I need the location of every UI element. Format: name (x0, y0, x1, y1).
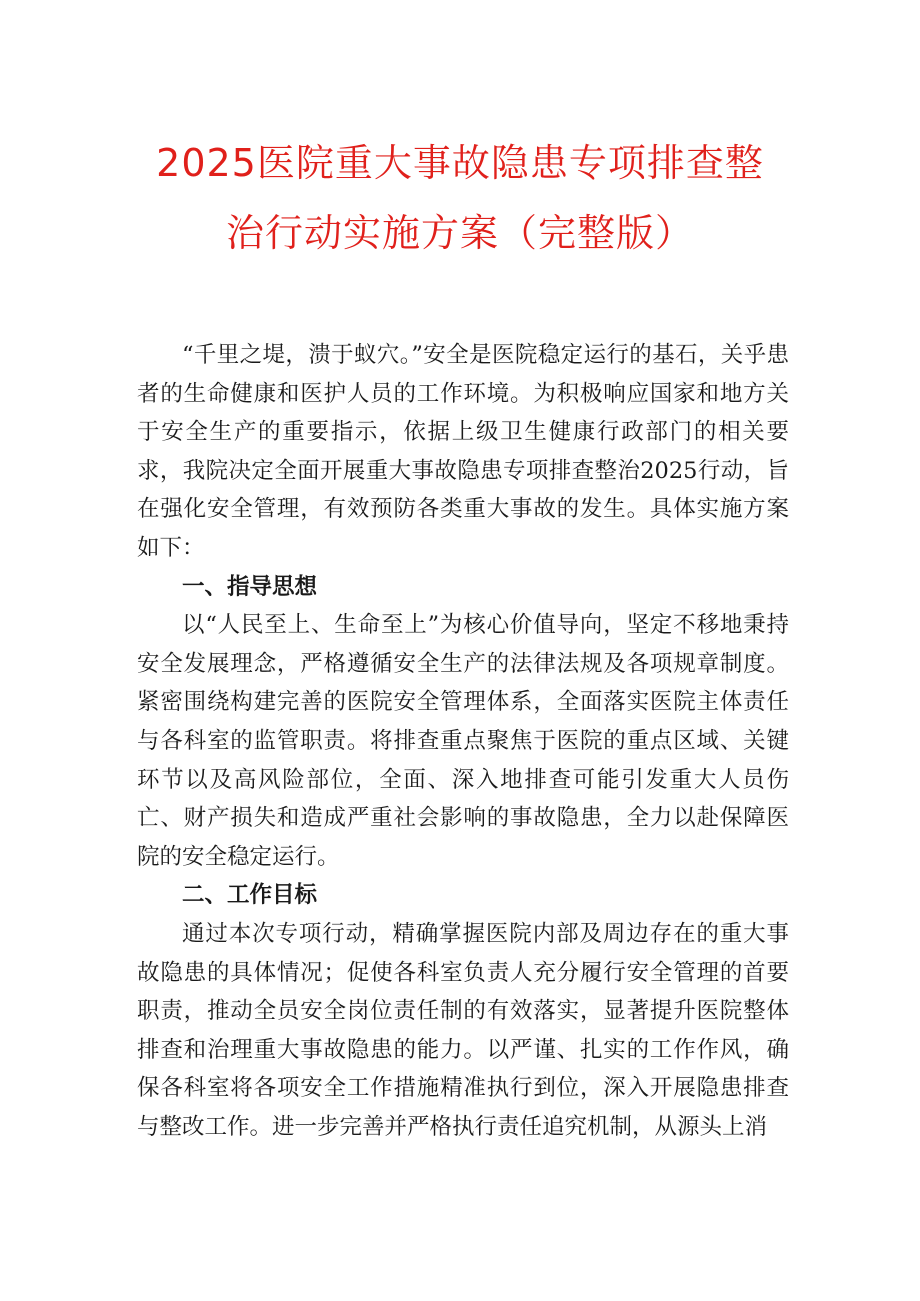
section-heading-work-objectives: 二、工作目标 (182, 882, 318, 909)
document-title-line-1: 2025医院重大事故隐患专项排查整 (156, 141, 764, 185)
section-heading-guiding-ideology: 一、指导思想 (182, 573, 318, 600)
section-paragraph-work-objectives: 通过本次专项行动，精确掌握医院内部及周边存在的重大事故隐患的具体情况；促使各科室负责人充分履行安全管理的首要职责，推动全员安全岗位责任制的有效落实，显著提升医院整体排查和治理重大事故隐患的能力。以严谨、扎实的工作作风，确保各科室将各项安全工作措施精准执行到位，深入开展隐患排查与整改工作。进一步完善并严格执行责任追究机制，从源头上消 (137, 920, 789, 1140)
section-paragraph-guiding-ideology: 以“人民至上、生命至上”为核心价值导向，坚定不移地秉持安全发展理念，严格遵循安全生产的法律法规及各项规章制度。紧密围绕构建完善的医院安全管理体系，全面落实医院主体责任与各科室的监管职责。将排查重点聚焦于医院的重点区域、关键环节以及高风险部位，全面、深入地排查可能引发重大人员伤亡、财产损失和造成严重社会影响的事故隐患，全力以赴保障医院的安全稳定运行。 (137, 612, 789, 870)
document-title-line-2: 治行动实施方案（完整版） (225, 211, 694, 255)
intro-paragraph: “千里之堤，溃于蚁穴。”安全是医院稳定运行的基石，关乎患者的生命健康和医护人员的工作环境。为积极响应国家和地方关于安全生产的重要指示，依据上级卫生健康行政部门的相关要求，我院决定全面开展重大事故隐患专项排查整治2025行动，旨在强化安全管理，有效预防各类重大事故的发生。具体实施方案如下： (137, 342, 789, 561)
document-body (137, 336, 789, 1146)
